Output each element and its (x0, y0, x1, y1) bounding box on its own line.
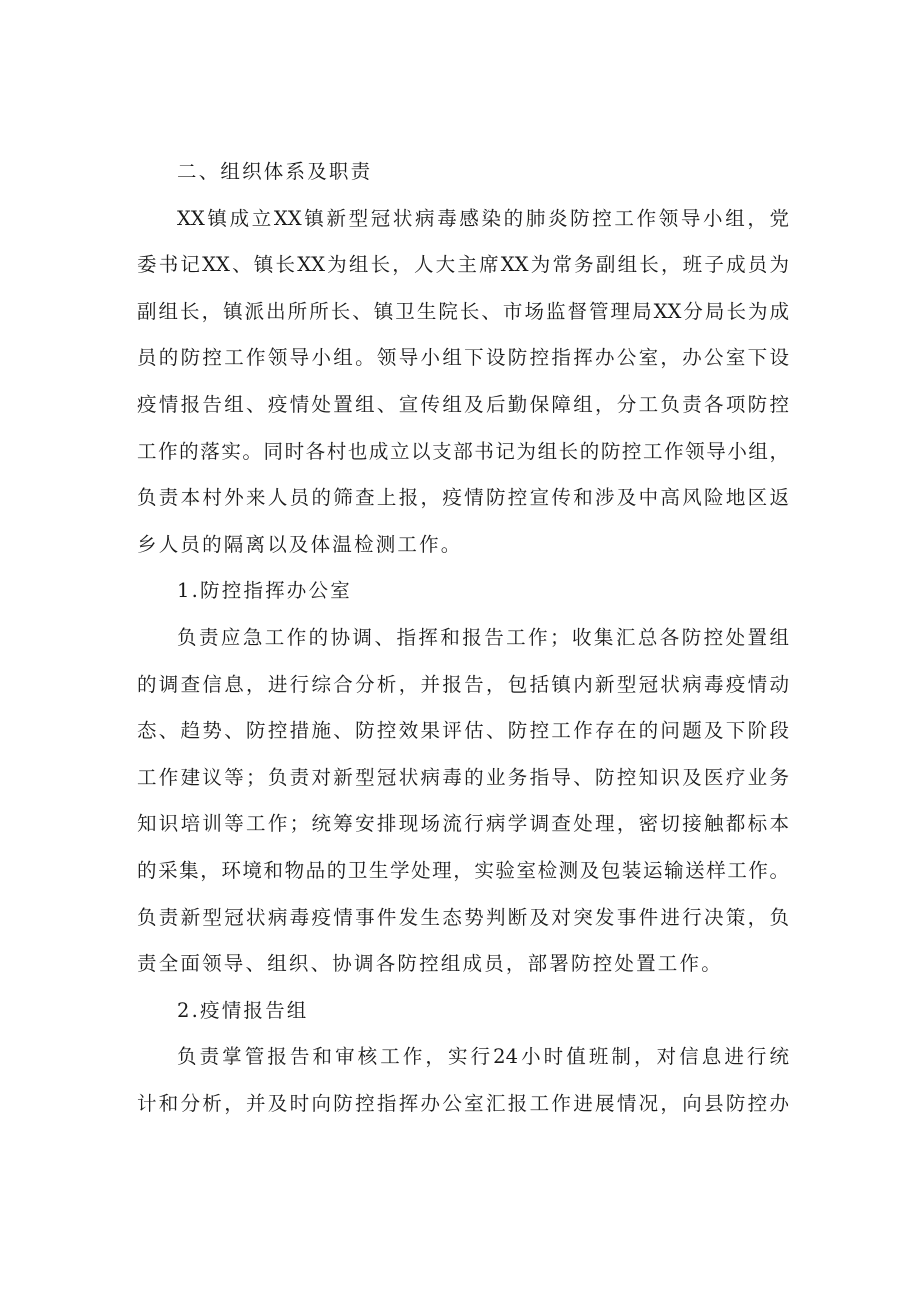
paragraph-line: 员的防控工作领导小组。领导小组下设防控指挥办公室，办公室下设 (137, 346, 789, 370)
paragraph-line: 工作的落实。同时各村也成立以支部书记为组长的防控工作领导小组， (137, 439, 789, 463)
paragraph-line: 工作建议等；负责对新型冠状病毒的业务指导、防控知识及医疗业务 (137, 765, 789, 789)
paragraph-line: 委书记XX、镇长XX为组长，人大主席XX为常务副组长，班子成员为 (137, 253, 789, 277)
subsection-heading-report-group: 2.疫情报告组 (177, 998, 309, 1022)
paragraph-line: 知识培训等工作；统筹安排现场流行病学调查处理，密切接触都标本 (137, 812, 789, 836)
paragraph-line: 负责本村外来人员的筛查上报，疫情防控宣传和涉及中高风险地区返 (137, 486, 789, 510)
paragraph-line: 的调查信息，进行综合分析，并报告，包括镇内新型冠状病毒疫情动 (137, 672, 789, 696)
paragraph-line: 疫情报告组、疫情处置组、宣传组及后勤保障组，分工负责各项防控 (137, 392, 789, 416)
paragraph-command-office (137, 615, 789, 988)
paragraph-line: 乡人员的隔离以及体温检测工作。 (137, 532, 463, 556)
subsection-heading-command-office: 1.防控指挥办公室 (177, 579, 352, 603)
paragraph-line: 态、趋势、防控措施、防控效果评估、防控工作存在的问题及下阶段 (137, 719, 789, 743)
paragraph-line: 副组长，镇派出所所长、镇卫生院长、市场监督管理局XX分局长为成 (137, 299, 789, 323)
document-body (137, 149, 789, 1127)
paragraph-line: 负责新型冠状病毒疫情事件发生态势判断及对突发事件进行决策，负 (137, 905, 789, 929)
paragraph-line: 责全面领导、组织、协调各防控组成员，部署防控处置工作。 (137, 952, 723, 976)
section-heading: 二、组织体系及职责 (177, 160, 373, 183)
paragraph-line: XX镇成立XX镇新型冠状病毒感染的肺炎防控工作领导小组，党 (177, 206, 789, 230)
paragraph-line: 负责应急工作的协调、指挥和报告工作；收集汇总各防控处置组 (177, 625, 789, 649)
paragraph-organization (137, 196, 789, 569)
paragraph-line: 的采集，环境和物品的卫生学处理，实验室检测及包装运输送样工作。 (137, 858, 789, 882)
paragraph-report-group (137, 1034, 789, 1127)
paragraph-line: 计和分析，并及时向防控指挥办公室汇报工作进展情况，向县防控办 (137, 1091, 789, 1115)
paragraph-line: 负责掌管报告和审核工作，实行24小时值班制，对信息进行统 (177, 1045, 789, 1069)
